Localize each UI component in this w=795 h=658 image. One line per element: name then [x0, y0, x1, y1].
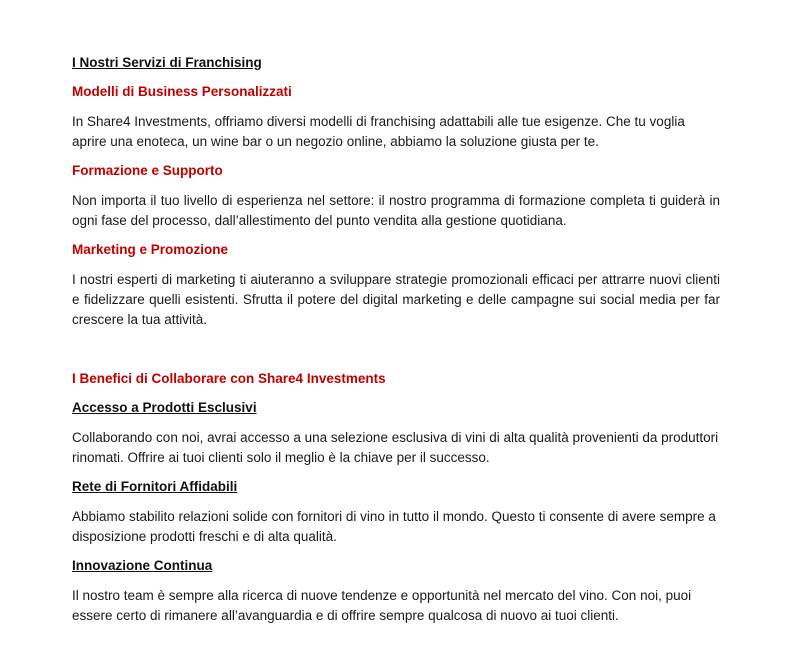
paragraph-training-support: Non importa il tuo livello di esperienza nel settore: il nostro programma di formazione completa ti guiderà in ogni fase del processo, dall’allestimento del punto vendita alla gestione quotidiana.	[72, 193, 720, 228]
section-title-benefits: I Benefici di Collaborare con Share4 Investments	[72, 371, 386, 386]
heading-business-models: Modelli di Business Personalizzati	[72, 84, 292, 99]
heading-training-support: Formazione e Supporto	[72, 163, 223, 178]
heading-continuous-innovation: Innovazione Continua	[72, 558, 213, 573]
section-title-services: I Nostri Servizi di Franchising	[72, 55, 262, 70]
paragraph-supplier-network: Abbiamo stabilito relazioni solide con fornitori di vino in tutto il mondo. Questo ti consente di avere sempre a disposizione prodotti freschi e di alta qualità.	[72, 509, 716, 544]
paragraph-continuous-innovation: Il nostro team è sempre alla ricerca di nuove tendenze e opportunità nel mercato del vino. Con noi, puoi essere certo di rimanere all’avanguardia e di offrire sempre qualcosa di nuovo ai tuoi clienti.	[72, 588, 692, 623]
heading-exclusive-products: Accesso a Prodotti Esclusivi	[72, 400, 257, 415]
paragraph-business-models: In Share4 Investments, offriamo diversi modelli di franchising adattabili alle tue esigenze. Che tu voglia aprire una enoteca, un wine bar o un negozio online, abbiamo la soluzione giusta per te.	[72, 114, 685, 149]
heading-supplier-network: Rete di Fornitori Affidabili	[72, 479, 238, 494]
heading-marketing-promotion: Marketing e Promozione	[72, 242, 229, 257]
paragraph-marketing-promotion: I nostri esperti di marketing ti aiuteranno a sviluppare strategie promozionali efficaci per attrarre nuovi clienti e fidelizzare quelli esistenti. Sfrutta il potere del digital marketing e delle campagne sui social media per far crescere la tua attività.	[72, 272, 720, 327]
paragraph-exclusive-products: Collaborando con noi, avrai accesso a una selezione esclusiva di vini di alta qualità provenienti da produttori rinomati. Offrire ai tuoi clienti solo il meglio è la chiave per il successo.	[72, 430, 719, 465]
section-spacer	[72, 340, 720, 370]
